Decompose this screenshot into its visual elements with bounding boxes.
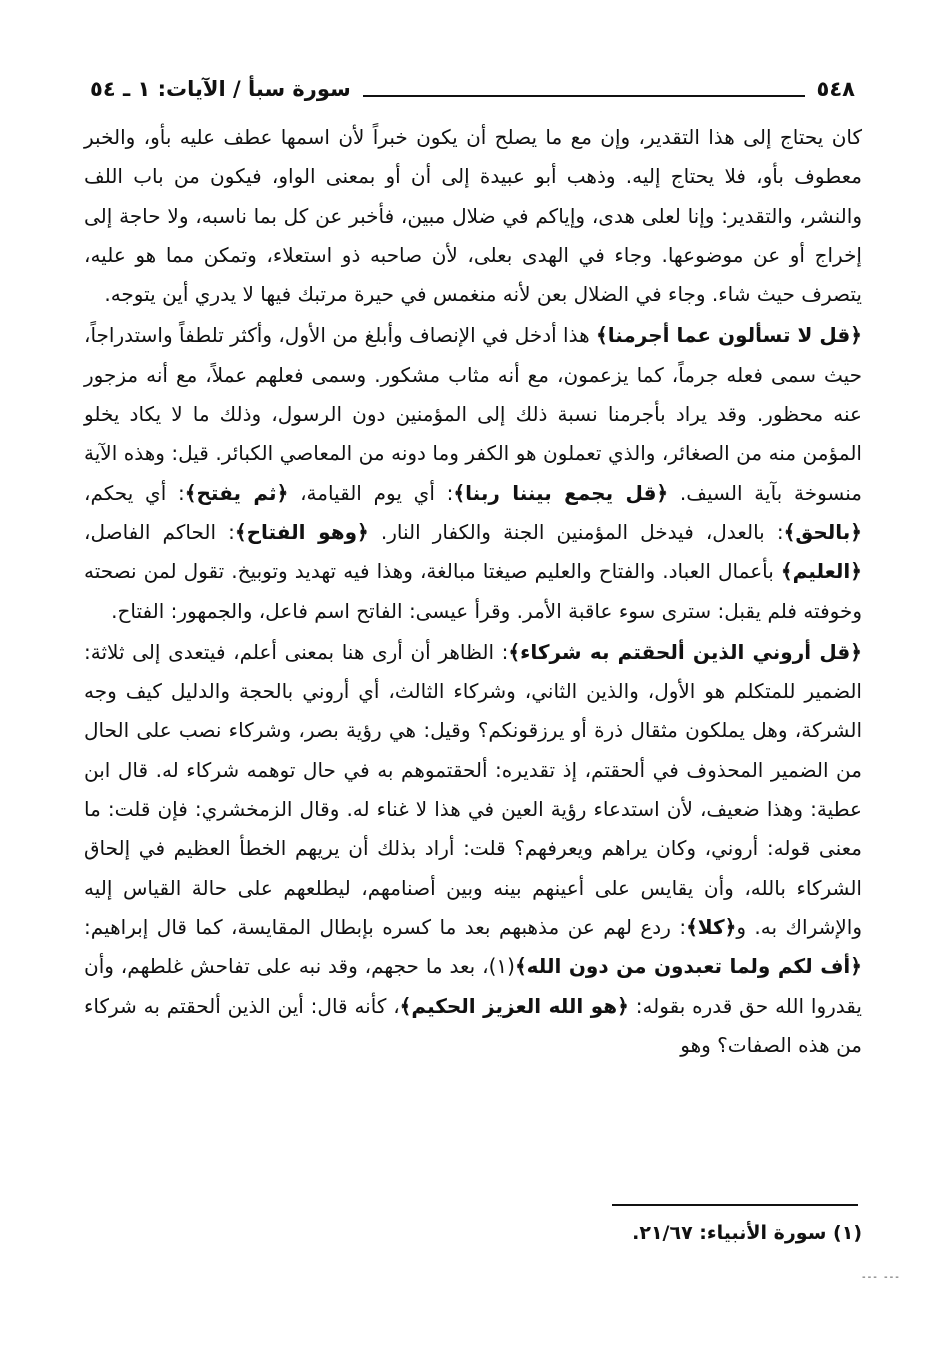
commentary-text: : الحاكم الفاصل،	[84, 519, 235, 544]
commentary-text: : ردع لهم عن مذهبهم بعد ما كسره بإبطال المقايسة، كما قال إبراهيم:	[84, 914, 687, 939]
scan-artifact: --- ---	[862, 1272, 901, 1283]
quran-quote: ﴿كلا﴾	[686, 914, 737, 939]
running-title: سورة سبأ / الآيات: ١ ـ ٥٤	[90, 77, 351, 101]
commentary-text: : بالعدل، فيدخل المؤمنين الجنة والكفار النار.	[368, 519, 784, 544]
quran-quote: ﴿قل أروني الذين ألحقتم به شركاء﴾	[508, 639, 862, 664]
quran-quote: ﴿أف لكم ولما تعبدون من دون الله﴾	[514, 954, 862, 979]
commentary-text: (١)، بعد ما حجهم، وقد نبه على تفاحش غلطهم، وأن يقدروا الله حق قدره بقوله:	[84, 954, 862, 1018]
commentary-text: : الظاهر أن أرى هنا بمعنى أعلم، فيتعدى إلى ثلاثة: الضمير للمتكلم هو الأول، والذين الثاني، وشركاء الثالث، أي أروني بالحجة والدليل كيف وجه الشركة، وهل يملكون مثقال ذرة أو يرزقونكم؟ وقيل: هي رؤية بصر، وشركاء نصب على الحال من الضمير المحذوف في ألحقتم، إذ تقديره: ألحقتموهم به في حال توهمه شركاء له. قال ابن عطية: وهذا ضعيف، لأن استدعاء رؤية العين في هذا لا غناء له. وقال الزمخشري: فإن قلت: ما معنى قوله: أروني، وكان يراهم ويعرفهم؟ قلت: أراد بذلك أن يريهم الخطأ العظيم في إلحاق الشركاء بالله، وأن يقايس على أعينهم بينه وبين أصنامهم، ليطلعهم على حالة القياس إليه والإشراك به. و	[84, 639, 862, 939]
commentary-text: ، كأنه قال: أين الذين ألحقتم به شركاء من هذه الصفات؟ وهو	[84, 993, 862, 1057]
quran-quote: ﴿هو الله العزيز الحكيم﴾	[399, 993, 629, 1018]
quran-quote: ﴿وهو الفتاح﴾	[234, 519, 369, 544]
footnote: (١) سورة الأنبياء: ٢١/٦٧.	[632, 1222, 862, 1244]
commentary-text: هذا أدخل في الإنصاف وأبلغ من الأول، وأكثر تلطفاً واستدراجاً، حيث سمى فعله جرماً، كما يزعمون، مع أنه مثاب مشكور. وسمى فعلهم عملاً، مع أنه مزجور عنه محظور. وقد يراد بأجرمنا نسبة ذلك إلى المؤمنين دون الرسول، وذلك ما لا يكاد يخلو المؤمن منه من الصغائر، والذي تعملون هو الكفر وما دونه من المعاصي الكبائر. قيل: وهذه الآية منسوخة بآية السيف.	[84, 323, 863, 505]
main-text	[84, 118, 862, 1065]
paragraph	[84, 118, 862, 314]
quran-quote: ﴿العليم﴾	[780, 559, 862, 584]
page-number: ٥٤٨	[816, 77, 855, 101]
quran-quote: ﴿قل يجمع بيننا ربنا﴾	[453, 480, 669, 505]
commentary-text: : أي يوم القيامة،	[288, 480, 454, 505]
header-rule	[363, 95, 805, 97]
quran-quote: ﴿قل لا تسألون عما أجرمنا﴾	[596, 323, 862, 348]
paragraph	[84, 316, 862, 630]
quran-quote: ﴿بالحق﴾	[783, 519, 863, 544]
page-header	[90, 72, 855, 106]
paragraph	[84, 633, 862, 1065]
commentary-text: بأعمال العباد. والفتاح والعليم صيغتا مبالغة، وهذا فيه تهديد وتوبيخ. تقول لمن نصحته وخوفته فلم يقبل: سترى سوء عاقبة الأمر. وقرأ عيسى: الفاتح اسم فاعل، والجمهور: الفتاح.	[84, 559, 862, 623]
commentary-text: : أي يحكم،	[84, 480, 185, 505]
commentary-text: كان يحتاج إلى هذا التقدير، وإن مع ما يصلح أن يكون خبراً لأن اسمها عطف عليه بأو، والخبر معطوف بأو، فلا يحتاج إليه. وذهب أبو عبيدة إلى أن أو بمعنى الواو، فيكون من باب اللف والنشر، والتقدير: وإنا لعلى هدى، وإياكم في ضلال مبين، فأخبر عن كل بما ناسبه، ولا حاجة إلى إخراج أو عن موضوعها. وجاء في الهدى بعلى، لأن صاحبه ذو استعلاء، وتمكن مما هو عليه، يتصرف حيث شاء. وجاء في الضلال بعن لأنه منغمس في حيرة مرتبك فيها لا يدري أين يتوجه.	[84, 125, 862, 307]
quran-quote: ﴿ثم يفتح﴾	[184, 480, 289, 505]
footnote-separator	[612, 1204, 858, 1206]
